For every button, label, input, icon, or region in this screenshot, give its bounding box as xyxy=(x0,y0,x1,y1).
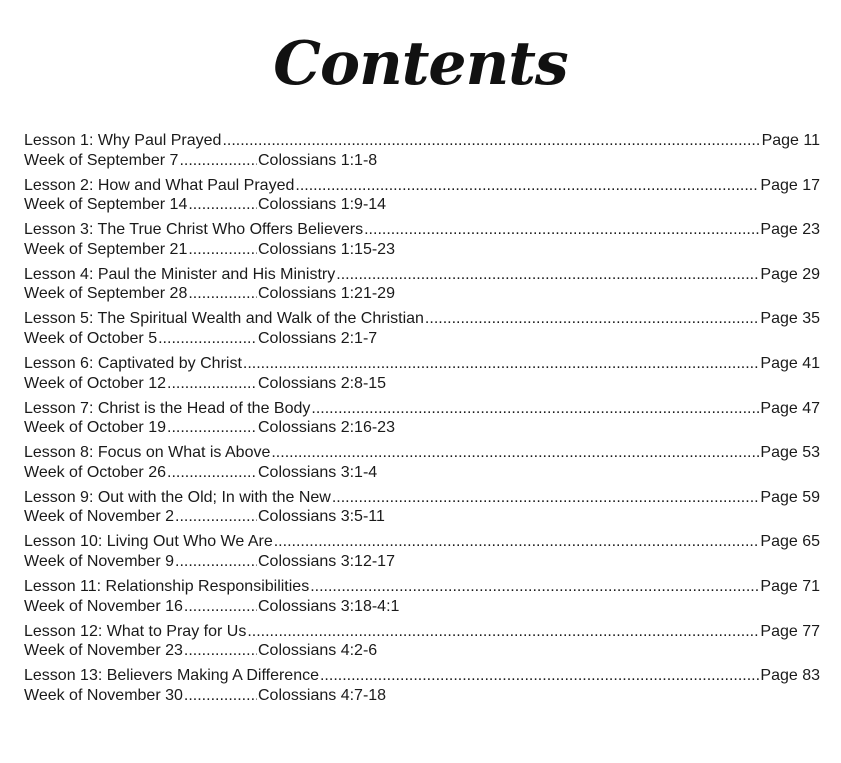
toc-entry xyxy=(24,488,820,533)
dot-leader xyxy=(310,577,759,597)
week-label: Week of November 2 xyxy=(24,508,174,526)
scripture-reference: Colossians 3:18-4:1 xyxy=(258,597,400,615)
lesson-row xyxy=(24,176,820,196)
dot-leader xyxy=(222,131,760,151)
lesson-title: Lesson 11: Relationship Responsibilities xyxy=(24,577,310,595)
week-row xyxy=(24,507,820,527)
week-row xyxy=(24,552,820,572)
toc-entry xyxy=(24,443,820,488)
week-row xyxy=(24,463,820,483)
week-row xyxy=(24,418,820,438)
week-row xyxy=(24,195,820,215)
week-row xyxy=(24,597,820,617)
week-label: Week of November 30 xyxy=(24,686,183,704)
week-label: Week of September 14 xyxy=(24,196,188,214)
page-number: Page 29 xyxy=(760,265,820,283)
week-label: Week of November 16 xyxy=(24,597,183,615)
week-label: Week of October 12 xyxy=(24,374,166,392)
lesson-title: Lesson 10: Living Out Who We Are xyxy=(24,533,273,551)
page-number: Page 59 xyxy=(760,488,820,506)
scripture-reference: Colossians 4:2-6 xyxy=(258,642,378,660)
dot-leader xyxy=(175,507,257,527)
lesson-row xyxy=(24,131,820,151)
week-label: Week of November 9 xyxy=(24,552,174,570)
page-number: Page 65 xyxy=(760,533,820,551)
page-number: Page 23 xyxy=(760,221,820,239)
lesson-row xyxy=(24,354,820,374)
lesson-title: Lesson 13: Believers Making A Difference xyxy=(24,667,319,685)
toc-entry xyxy=(24,622,820,667)
dot-leader xyxy=(167,374,257,394)
lesson-row xyxy=(24,577,820,597)
dot-leader xyxy=(167,418,257,438)
lesson-title: Lesson 5: The Spiritual Wealth and Walk of the Christian xyxy=(24,310,424,328)
lesson-title: Lesson 8: Focus on What is Above xyxy=(24,444,271,462)
dot-leader xyxy=(425,309,759,329)
dot-leader xyxy=(243,354,760,374)
toc-entry xyxy=(24,176,820,221)
lesson-row xyxy=(24,443,820,463)
toc-entry xyxy=(24,309,820,354)
lesson-row xyxy=(24,309,820,329)
scripture-reference: Colossians 1:15-23 xyxy=(258,240,395,258)
lesson-row xyxy=(24,666,820,686)
week-row xyxy=(24,374,820,394)
scripture-reference: Colossians 2:16-23 xyxy=(258,419,395,437)
dot-leader xyxy=(247,622,759,642)
scripture-reference: Colossians 3:1-4 xyxy=(258,463,378,481)
dot-leader xyxy=(184,641,257,661)
toc-entry xyxy=(24,666,820,711)
toc-entry xyxy=(24,354,820,399)
dot-leader xyxy=(188,240,257,260)
dot-leader xyxy=(188,195,257,215)
week-label: Week of October 5 xyxy=(24,329,158,347)
week-row xyxy=(24,686,820,706)
scripture-reference: Colossians 3:5-11 xyxy=(258,508,385,526)
lesson-title: Lesson 4: Paul the Minister and His Ministry xyxy=(24,265,336,283)
week-row xyxy=(24,641,820,661)
scripture-reference: Colossians 3:12-17 xyxy=(258,552,395,570)
dot-leader xyxy=(332,488,760,508)
lesson-row xyxy=(24,622,820,642)
lesson-row xyxy=(24,220,820,240)
lesson-row xyxy=(24,265,820,285)
dot-leader xyxy=(364,220,759,240)
lesson-row xyxy=(24,532,820,552)
toc-entry xyxy=(24,399,820,444)
scripture-reference: Colossians 4:7-18 xyxy=(258,686,387,704)
dot-leader xyxy=(271,443,759,463)
lesson-title: Lesson 6: Captivated by Christ xyxy=(24,354,242,372)
dot-leader xyxy=(179,151,257,171)
page-number: Page 77 xyxy=(760,622,820,640)
lesson-title: Lesson 1: Why Paul Prayed xyxy=(24,132,222,149)
scripture-reference: Colossians 1:9-14 xyxy=(258,196,387,214)
dot-leader xyxy=(188,284,257,304)
scripture-reference: Colossians 2:1-7 xyxy=(258,329,378,347)
lesson-title: Lesson 7: Christ is the Head of the Body xyxy=(24,399,311,417)
toc-entry xyxy=(24,577,820,622)
week-label: Week of October 19 xyxy=(24,419,166,437)
lesson-title: Lesson 12: What to Pray for Us xyxy=(24,622,247,640)
toc-entry xyxy=(24,265,820,310)
scripture-reference: Colossians 1:1-8 xyxy=(258,151,378,169)
lesson-title: Lesson 3: The True Christ Who Offers Believers xyxy=(24,221,364,239)
lesson-row xyxy=(24,488,820,508)
dot-leader xyxy=(167,463,257,483)
page-number: Page 71 xyxy=(760,577,820,595)
dot-leader xyxy=(175,552,257,572)
dot-leader xyxy=(184,686,257,706)
lesson-row xyxy=(24,399,820,419)
dot-leader xyxy=(336,265,759,285)
week-label: Week of October 26 xyxy=(24,463,166,481)
dot-leader xyxy=(158,329,257,349)
week-row xyxy=(24,284,820,304)
page-number: Page 11 xyxy=(761,132,820,149)
week-label: Week of September 21 xyxy=(24,240,188,258)
lesson-title: Lesson 9: Out with the Old; In with the New xyxy=(24,488,331,506)
lesson-title: Lesson 2: How and What Paul Prayed xyxy=(24,176,295,194)
toc-entry xyxy=(24,131,820,176)
toc-entry xyxy=(24,220,820,265)
week-row xyxy=(24,151,820,171)
page-number: Page 35 xyxy=(760,310,820,328)
toc-entry xyxy=(24,532,820,577)
dot-leader xyxy=(311,399,759,419)
page-number: Page 83 xyxy=(760,667,820,685)
table-of-contents xyxy=(24,131,820,711)
week-label: Week of November 23 xyxy=(24,642,183,660)
week-label: Week of September 28 xyxy=(24,285,188,303)
week-row xyxy=(24,329,820,349)
scripture-reference: Colossians 2:8-15 xyxy=(258,374,387,392)
dot-leader xyxy=(184,597,257,617)
dot-leader xyxy=(295,176,759,196)
scripture-reference: Colossians 1:21-29 xyxy=(258,285,395,303)
week-label: Week of September 7 xyxy=(24,151,179,169)
dot-leader xyxy=(274,532,760,552)
page-number: Page 41 xyxy=(760,354,820,372)
page-title: Contents xyxy=(273,29,568,99)
week-row xyxy=(24,240,820,260)
dot-leader xyxy=(320,666,759,686)
page-number: Page 17 xyxy=(760,176,820,194)
page-number: Page 47 xyxy=(760,399,820,417)
page-number: Page 53 xyxy=(760,444,820,462)
